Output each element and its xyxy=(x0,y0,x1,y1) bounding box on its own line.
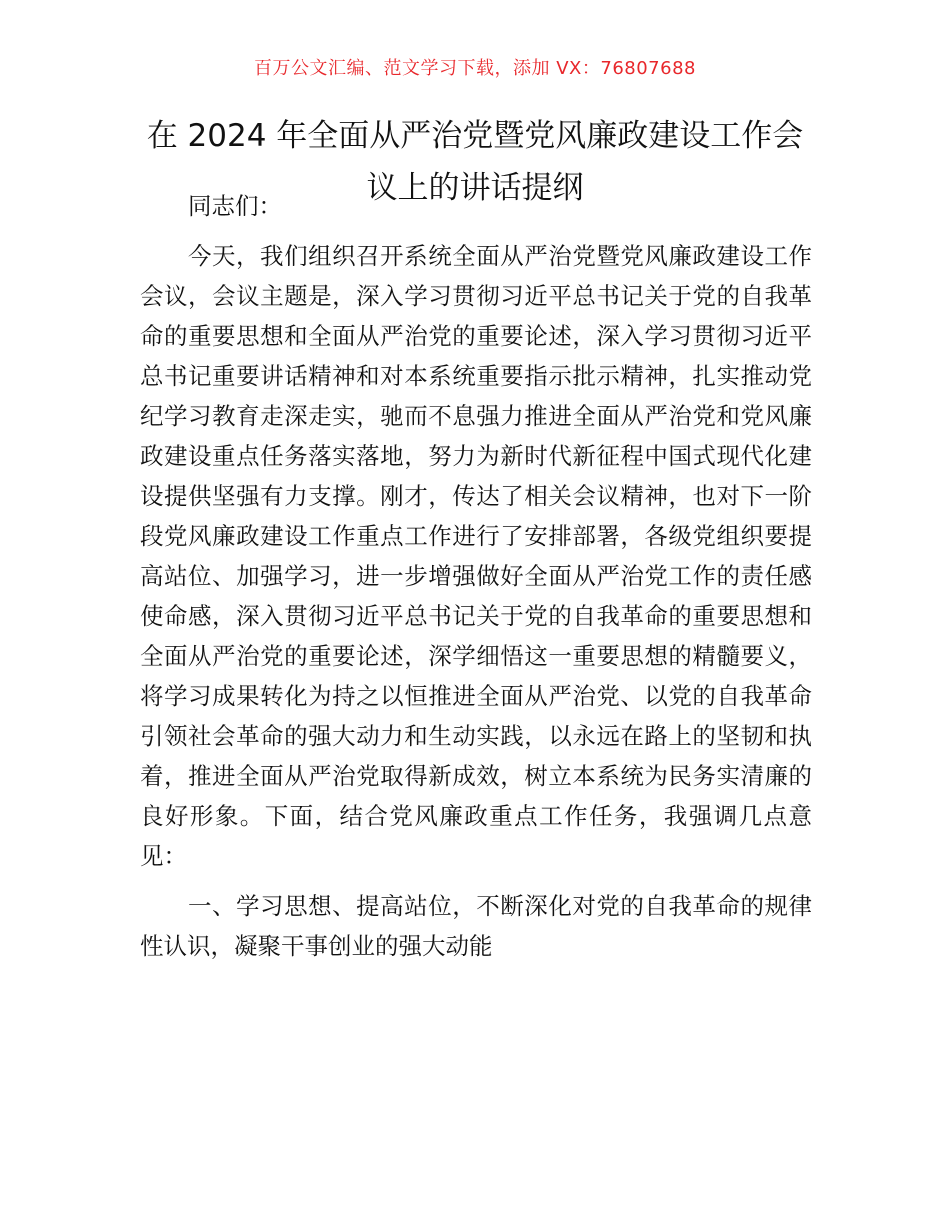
document-body xyxy=(140,186,812,966)
watermark-header: 百万公文汇编、范文学习下载，添加 VX：76807688 xyxy=(254,58,696,79)
greeting: 同志们： xyxy=(188,192,282,220)
document-title: 在 2024 年全面从严治党暨党风廉政建设工作会议上的讲话提纲 xyxy=(146,118,804,206)
paragraph-intro: 今天，我们组织召开系统全面从严治党暨党风廉政建设工作会议，会议主题是，深入学习贯彻习近平总书记关于党的自我革命的重要思想和全面从严治党的重要论述，深入学习贯彻习近平总书记重要讲话精神和对本系统重要指示批示精神，扎实推动党纪学习教育走深走实，驰而不息强力推进全面从严治党和党风廉政建设重点任务落实落地，努力为新时代新征程中国式现代化建设提供坚强有力支撑。刚才，传达了相关会议精神，也对下一阶段党风廉政建设工作重点工作进行了安排部署，各级党组织要提高站位、加强学习，进一步增强做好全面从严治党工作的责任感使命感，深入贯彻习近平总书记关于党的自我革命的重要思想和全面从严治党的重要论述，深学细悟这一重要思想的精髓要义，将学习成果转化为持之以恒推进全面从严治党、以党的自我革命引领社会革命的强大动力和生动实践，以永远在路上的坚韧和执着，推进全面从严治党取得新成效，树立本系统为民务实清廉的良好形象。下面，结合党风廉政重点工作任务，我强调几点意见： xyxy=(140,242,812,870)
section-heading-1: 一、学习思想、提高站位，不断深化对党的自我革命的规律性认识，凝聚干事创业的强大动能 xyxy=(140,892,812,960)
